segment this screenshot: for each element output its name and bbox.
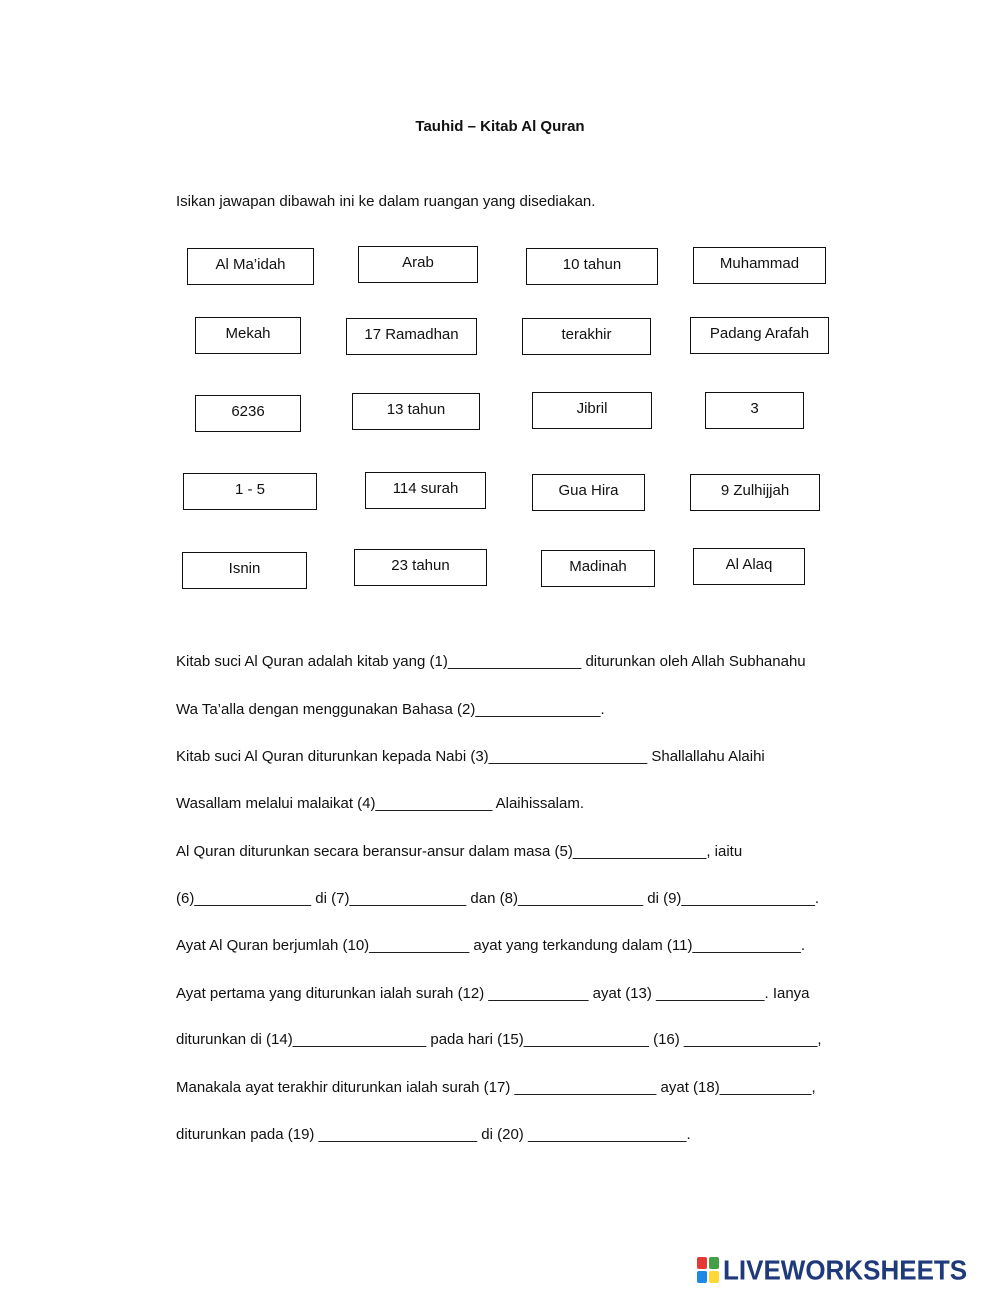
word-box-3[interactable]: 3 — [705, 392, 804, 429]
word-box-23-tahun[interactable]: 23 tahun — [354, 549, 487, 586]
paragraph-line-11[interactable]: diturunkan pada (19) ___________________ di (20) ___________________. — [176, 1126, 691, 1143]
liveworksheets-logo-text: LIVEWORKSHEETS — [723, 1253, 968, 1286]
paragraph-line-6[interactable]: (6)______________ di (7)______________ dan (8)_______________ di (9)________________. — [176, 890, 820, 907]
paragraph-line-5[interactable]: Al Quran diturunkan secara beransur-ansur dalam masa (5)________________, iaitu — [176, 843, 743, 860]
word-box-isnin[interactable]: Isnin — [182, 552, 307, 589]
paragraph-line-8[interactable]: Ayat pertama yang diturunkan ialah surah (12) ____________ ayat (13) _____________. Ianya — [176, 985, 810, 1002]
paragraph-line-7[interactable]: Ayat Al Quran berjumlah (10)____________ ayat yang terkandung dalam (11)_____________. — [176, 937, 806, 954]
paragraph-line-3[interactable]: Kitab suci Al Quran diturunkan kepada Nabi (3)___________________ Shallallahu Alaihi — [176, 748, 765, 765]
paragraph-line-4[interactable]: Wasallam melalui malaikat (4)______________ Alaihissalam. — [176, 795, 584, 812]
word-box-1-5[interactable]: 1 - 5 — [183, 473, 317, 510]
paragraph-line-1[interactable]: Kitab suci Al Quran adalah kitab yang (1)________________ diturunkan oleh Allah Subhanahu — [176, 653, 806, 670]
instruction-text: Isikan jawapan dibawah ini ke dalam ruangan yang disediakan. — [176, 193, 596, 210]
liveworksheets-logo — [697, 1255, 967, 1285]
word-box-114-surah[interactable]: 114 surah — [365, 472, 486, 509]
word-box-13-tahun[interactable]: 13 tahun — [352, 393, 480, 430]
word-box-10-tahun[interactable]: 10 tahun — [526, 248, 658, 285]
word-box-al-alaq[interactable]: Al Alaq — [693, 548, 805, 585]
paragraph-line-2[interactable]: Wa Ta’alla dengan menggunakan Bahasa (2)_______________. — [176, 701, 605, 718]
word-box-jibril[interactable]: Jibril — [532, 392, 652, 429]
word-box-17-ramadhan[interactable]: 17 Ramadhan — [346, 318, 477, 355]
word-box-mekah[interactable]: Mekah — [195, 317, 301, 354]
liveworksheets-logo-mark-icon — [697, 1257, 719, 1283]
page-title: Tauhid – Kitab Al Quran — [415, 118, 585, 135]
word-box-gua-hira[interactable]: Gua Hira — [532, 474, 645, 511]
word-box-madinah[interactable]: Madinah — [541, 550, 655, 587]
word-box-muhammad[interactable]: Muhammad — [693, 247, 826, 284]
word-box-al-maidah[interactable]: Al Ma’idah — [187, 248, 314, 285]
word-box-arab[interactable]: Arab — [358, 246, 478, 283]
paragraph-line-10[interactable]: Manakala ayat terakhir diturunkan ialah surah (17) _________________ ayat (18)___________, — [176, 1079, 816, 1096]
word-box-padang-arafah[interactable]: Padang Arafah — [690, 317, 829, 354]
paragraph-line-9[interactable]: diturunkan di (14)________________ pada hari (15)_______________ (16) ________________, — [176, 1031, 822, 1048]
word-box-terakhir[interactable]: terakhir — [522, 318, 651, 355]
word-box-6236[interactable]: 6236 — [195, 395, 301, 432]
word-box-9-zulhijjah[interactable]: 9 Zulhijjah — [690, 474, 820, 511]
